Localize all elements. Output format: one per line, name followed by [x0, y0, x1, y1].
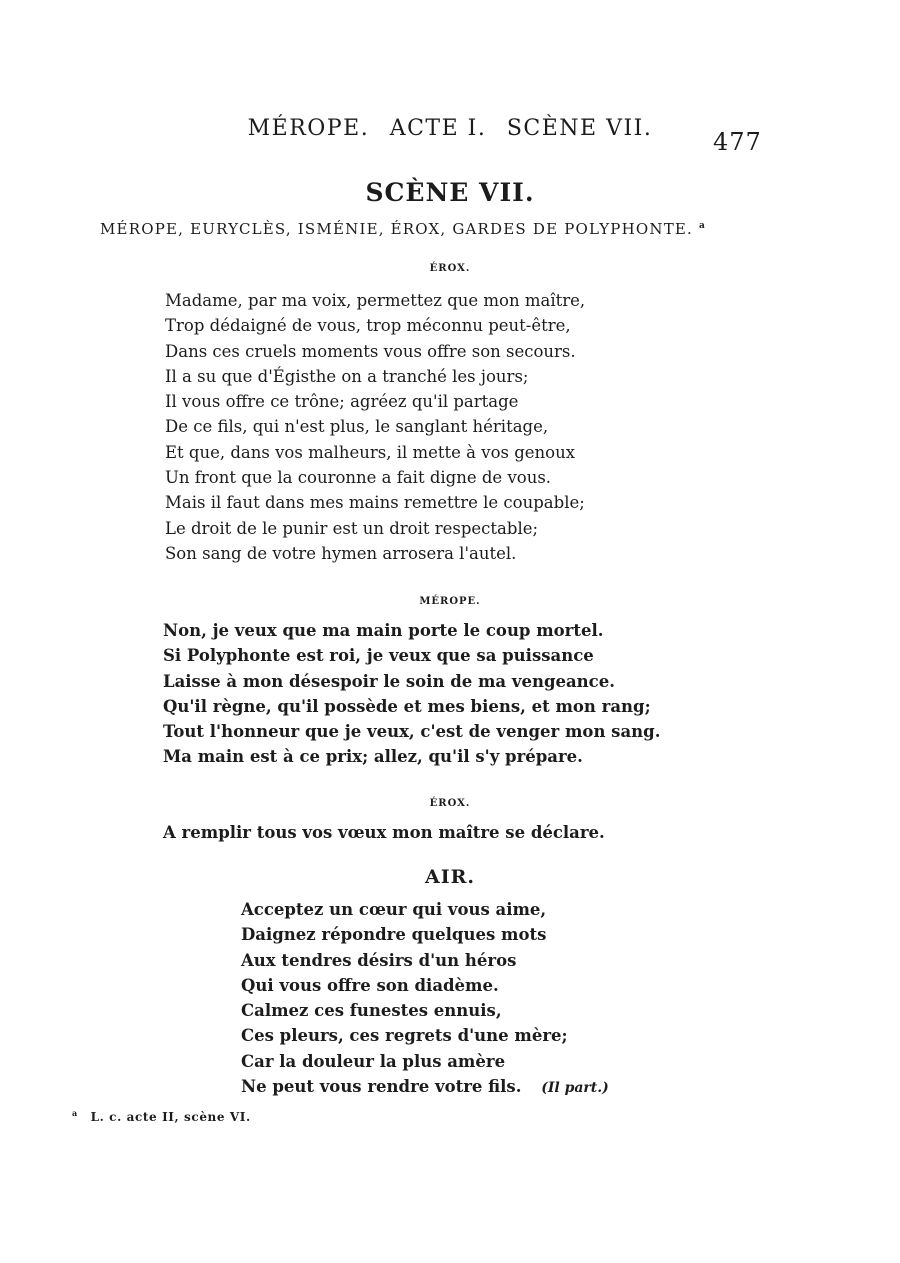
speaker-name-merope: MÉROPE. — [419, 596, 481, 607]
running-header — [0, 116, 900, 141]
verse-line: Il vous offre ce trône; agréez qu'il partage — [165, 392, 519, 412]
verse-line: Son sang de votre hymen arrosera l'autel. — [165, 543, 517, 563]
speech-merope-lines — [163, 618, 660, 770]
verse-line: Qui vous offre son diadème. — [241, 975, 499, 995]
scene-title: SCÈNE VII. — [365, 178, 535, 207]
verse-line: Acceptez un cœur qui vous aime, — [241, 900, 547, 919]
stage-direction: (Il part.) — [541, 1080, 609, 1097]
running-title-act: ACTE I. — [389, 116, 487, 141]
speech-erox-second-lines — [163, 820, 605, 845]
speaker-name-erox: ÉROX. — [429, 263, 471, 274]
verse-line: Mais il faut dans mes mains remettre le coupable; — [165, 493, 585, 513]
verse-line: Non, je veux que ma main porte le coup mortel. — [163, 621, 604, 640]
verse-line: Et que, dans vos malheurs, il mette à vos genoux — [165, 442, 576, 462]
verse-line: Si Polyphonte est roi, je veux que sa puissance — [163, 646, 594, 666]
speech-erox-lines — [165, 288, 585, 566]
verse-line: Dans ces cruels moments vous offre son secours. — [165, 341, 576, 361]
verse-line: Un front que la couronne a fait digne de vous. — [165, 468, 552, 488]
air-title: AIR. — [424, 866, 476, 888]
character-list — [100, 220, 705, 238]
running-title-scene: SCÈNE VII. — [506, 116, 653, 141]
verse-line: Il a su que d'Égisthe on a tranché les jours; — [165, 366, 529, 386]
verse-line: Qu'il règne, qu'il possède et mes biens, et mon rang; — [163, 696, 651, 716]
verse-line: Ma main est à ce prix; allez, qu'il s'y prépare. — [163, 747, 583, 767]
verse-line: Ces pleurs, ces regrets d'une mère; — [241, 1026, 568, 1046]
verse-line: Madame, par ma voix, permettez que mon maître, — [165, 291, 586, 310]
verse-line: Laisse à mon désespoir le soin de ma vengeance. — [163, 671, 615, 691]
speaker-name-erox-second: ÉROX. — [429, 798, 471, 809]
footnote-reference-mark: a — [699, 221, 705, 231]
verse-line: Calmez ces funestes ennuis, — [241, 1001, 502, 1021]
verse-line-text: Ne peut vous rendre votre fils. — [241, 1077, 522, 1097]
verse-line: Tout l'honneur que je veux, c'est de venger mon sang. — [163, 722, 661, 742]
page-number: 477 — [713, 128, 762, 156]
air-lines — [241, 897, 609, 1099]
verse-line: A remplir tous vos vœux mon maître se déclare. — [163, 823, 605, 842]
verse-line: Daignez répondre quelques mots — [241, 925, 547, 945]
footnote-mark: a — [72, 1108, 78, 1118]
footnote — [72, 1108, 251, 1124]
character-list-text: MÉROPE, EURYCLÈS, ISMÉNIE, ÉROX, GARDES DE POLYPHONTE. — [100, 220, 694, 238]
running-title-play: MÉROPE. — [247, 116, 370, 141]
verse-line: Trop dédaigné de vous, trop méconnu peut-être, — [165, 316, 571, 336]
footnote-text: L. c. acte II, scène VI. — [90, 1110, 251, 1124]
verse-line: Car la douleur la plus amère — [241, 1051, 506, 1071]
verse-line-final — [241, 1074, 609, 1099]
verse-line: Le droit de le punir est un droit respectable; — [165, 518, 539, 538]
verse-line: Aux tendres désirs d'un héros — [241, 950, 517, 970]
verse-line: De ce fils, qui n'est plus, le sanglant héritage, — [165, 417, 549, 437]
